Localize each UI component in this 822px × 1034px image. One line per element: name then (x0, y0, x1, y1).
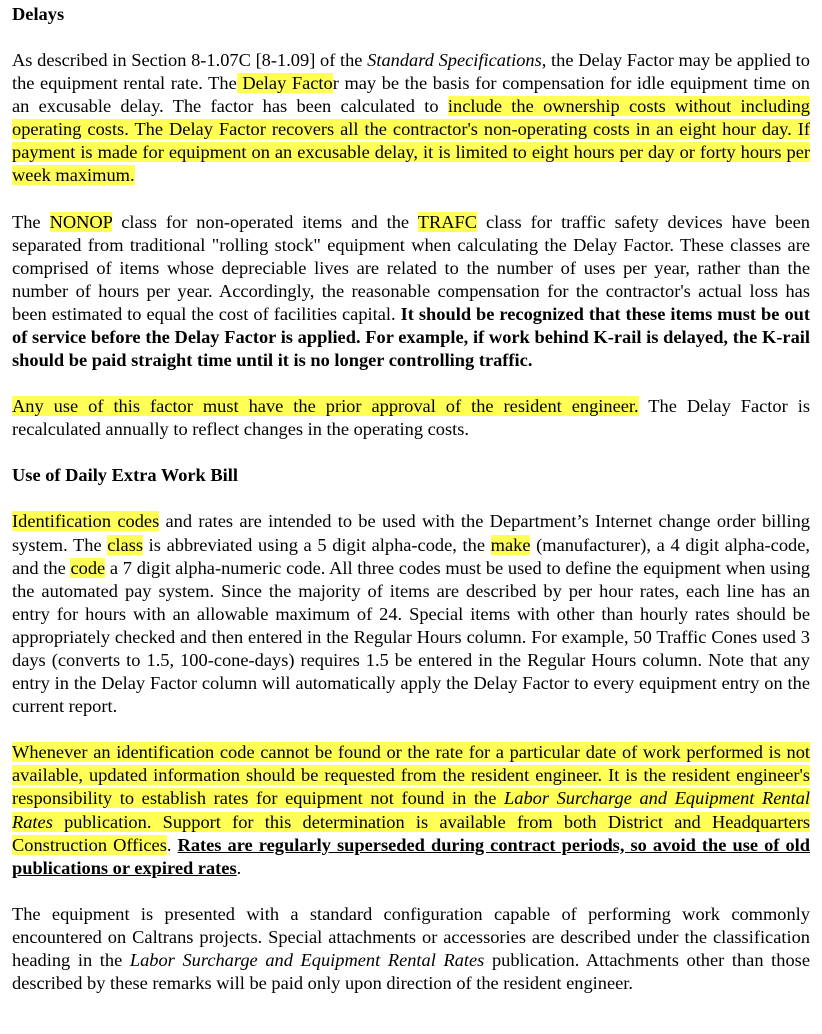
highlight-make: make (490, 534, 531, 555)
highlight-code: code (70, 557, 106, 578)
text-run: class for traffic safety devices have been separated from traditional "rolling stock" equipment when calculating the Delay Factor. These classes are comprised of items whose depreciable lives are related to the number of uses per year, rather than the number of hours per year. Accordingly, the reasonable compensation for the contractor's actual loss has been estimated to equal the cost of facilities capital. (12, 211, 810, 324)
highlight-ownership-costs: include the ownership costs without including operating costs. The Delay Factor recovers all the contractor's non-operating costs in an eight hour day. If payment is made for equipment on an excusable delay, it is limited to eight hours per day or forty hours per week maximum. (12, 96, 810, 186)
delays-paragraph-2 (12, 211, 810, 373)
italic-run: Labor Surcharge and Equipment Rental Rates (129, 950, 485, 970)
text-run: a 7 digit alpha-numeric code. All three codes must be used to define the equipment when using the automated pay system. Since the majority of items are described by per hour rates, each line has an entry for hours with an allowable maximum of 24. Special items with other than hourly rates should be appropriately checked and then entered in the Regular Hours column. For example, 50 Traffic Cones used 3 days (converts to 1.5, 100-cone-days) requires 1.5 be entered in the Regular Hours column. Note that any entry in the Delay Factor column will automatically apply the Delay Factor to every equipment entry on the current report. (12, 557, 810, 717)
text-run: , the Delay Factor may be applied to the equipment rental rate. The (12, 50, 810, 94)
text-run: publication. Attachments other than those described by these remarks will be paid only upon direction of the resident engineer. (12, 950, 810, 994)
highlight-class: class (107, 534, 144, 555)
text-run: The equipment is presented with a standard configuration capable of performing work commonly encountered on Caltrans projects. Special attachments or accessories are described under the classification heading in the (12, 903, 810, 970)
text-run: r may be the basis for compensation for idle equipment time on an excusable delay. The factor has been calculated to (12, 73, 810, 117)
text-run: (manufacturer), a 4 digit alpha-code, and the (12, 534, 810, 578)
text-run: . (236, 857, 242, 878)
text-run: The Delay Factor is recalculated annually to reflect changes in the operating costs. (12, 396, 810, 440)
text-run: As described in Section 8-1.07C [8-1.09] of the (12, 50, 368, 70)
delays-paragraph-3 (12, 395, 810, 441)
highlight-prior-approval: Any use of this factor must have the prior approval of the resident engineer. (12, 396, 639, 417)
delays-heading: Delays (12, 4, 65, 24)
highlight-identification-codes: Identification codes (12, 511, 160, 532)
highlight-delay-factor: Delay Facto (236, 73, 333, 94)
text-run: . (166, 834, 178, 855)
text-run: is abbreviated using a 5 digit alpha-code, the (143, 534, 491, 555)
text-run: The (12, 211, 50, 232)
bold-run: It should be recognized that these items must be out of service before the Delay Factor is applied. For example, if work behind K-rail is delayed, the K-rail should be paid straight time until it is no longer controlling traffic. (12, 303, 810, 371)
highlight-nonop: NONOP (49, 211, 113, 232)
text-run: publication. Support for this determination is available from both District and Headquarters Construction Offices (12, 811, 810, 855)
text-run: class for non-operated items and the (112, 211, 418, 232)
text-run: Whenever an identification code cannot be found or the rate for a particular date of work performed is not available, updated information should be requested from the resident engineer. It is the resident engineer's responsibility to establish rates for equipment not found in the (12, 742, 810, 809)
text-run: and rates are intended to be used with the Department’s Internet change order billing system. The (12, 511, 810, 555)
italic-run: Standard Specifications (367, 50, 542, 70)
daily-paragraph-3 (12, 903, 810, 995)
bold-underline-run: Rates are regularly superseded during contract periods, so avoid the use of old publications or expired rates (12, 834, 811, 878)
italic-run: Labor Surcharge and Equipment Rental Rates (12, 788, 811, 832)
daily-paragraph-2 (12, 741, 810, 880)
daily-paragraph-1 (12, 510, 810, 718)
daily-extra-work-heading: Use of Daily Extra Work Bill (12, 465, 238, 486)
delays-paragraph-1 (12, 49, 810, 188)
highlight-trafc: TRAFC (417, 211, 477, 232)
